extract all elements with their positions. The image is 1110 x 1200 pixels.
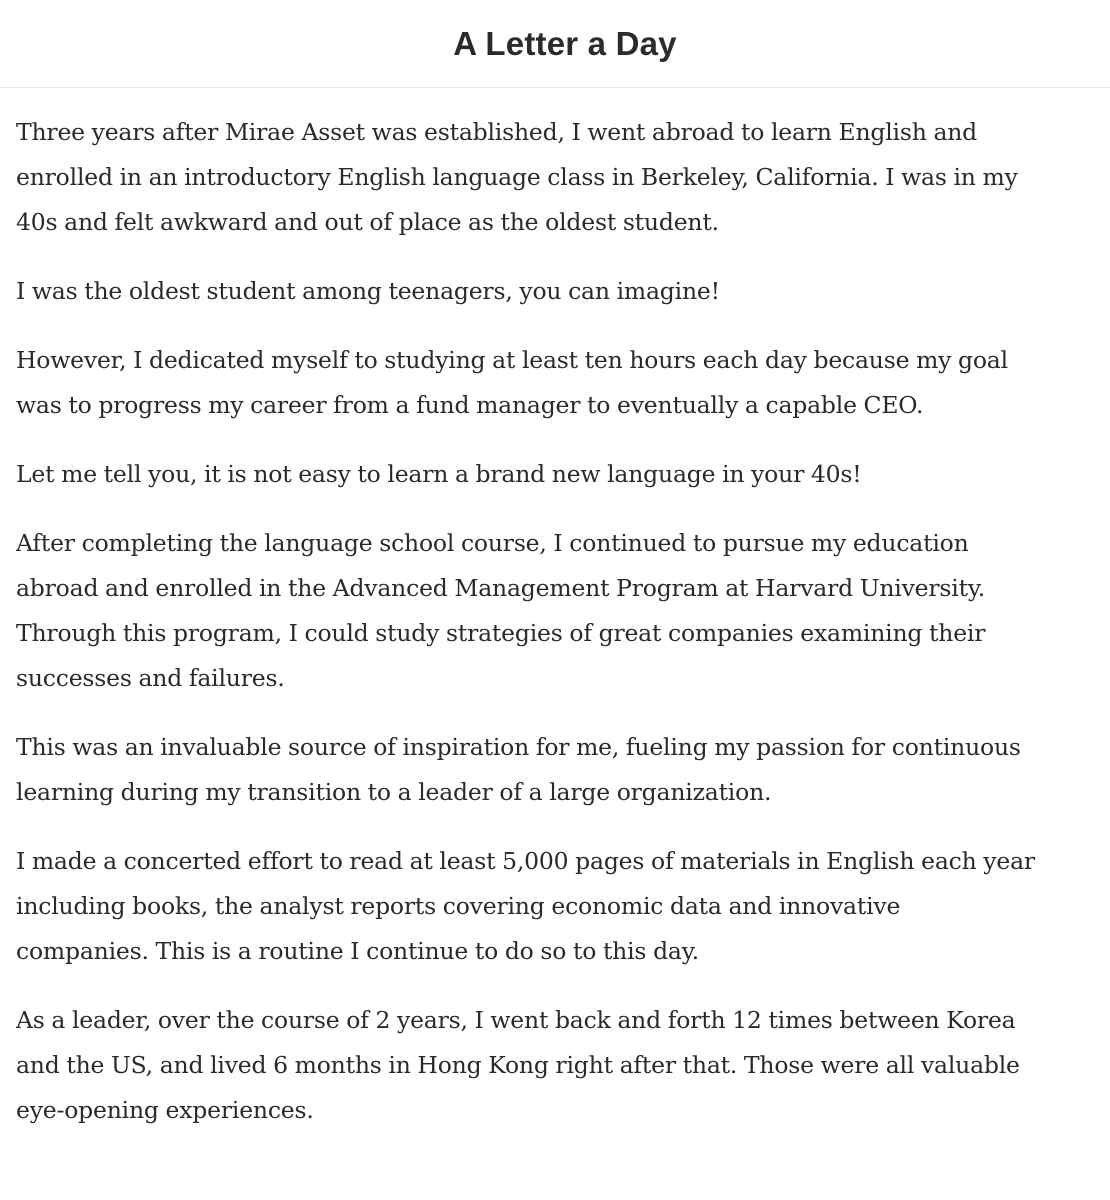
- paragraph: Three years after Mirae Asset was established, I went abroad to learn English and enrolled in an introductory English language class in Berkeley, California. I was in my 40s and felt awkward and out of place as the oldest student.: [16, 118, 1018, 236]
- article-body: [0, 88, 1110, 1133]
- paragraph: However, I dedicated myself to studying at least ten hours each day because my goal was to progress my career from a fund manager to eventually a capable CEO.: [16, 346, 1008, 419]
- paragraph: As a leader, over the course of 2 years, I went back and forth 12 times between Korea and the US, and lived 6 months in Hong Kong right after that. Those were all valuable eye-opening experiences.: [16, 1006, 1020, 1124]
- paragraph: Let me tell you, it is not easy to learn a brand new language in your 40s!: [16, 460, 862, 488]
- paragraph: I made a concerted effort to read at least 5,000 pages of materials in English each year including books, the analyst reports covering economic data and innovative companies. This is a routine I continue to do so to this day.: [16, 847, 1035, 965]
- page-title: A Letter a Day: [453, 24, 677, 62]
- paragraph: This was an invaluable source of inspiration for me, fueling my passion for continuous learning during my transition to a leader of a large organization.: [16, 733, 1021, 806]
- header: [0, 0, 1110, 88]
- paragraph: I was the oldest student among teenagers, you can imagine!: [16, 277, 720, 305]
- paragraph: After completing the language school course, I continued to pursue my education abroad and enrolled in the Advanced Management Program at Harvard University. Through this program, I could study strategies of great companies examining their successes and failures.: [16, 529, 986, 692]
